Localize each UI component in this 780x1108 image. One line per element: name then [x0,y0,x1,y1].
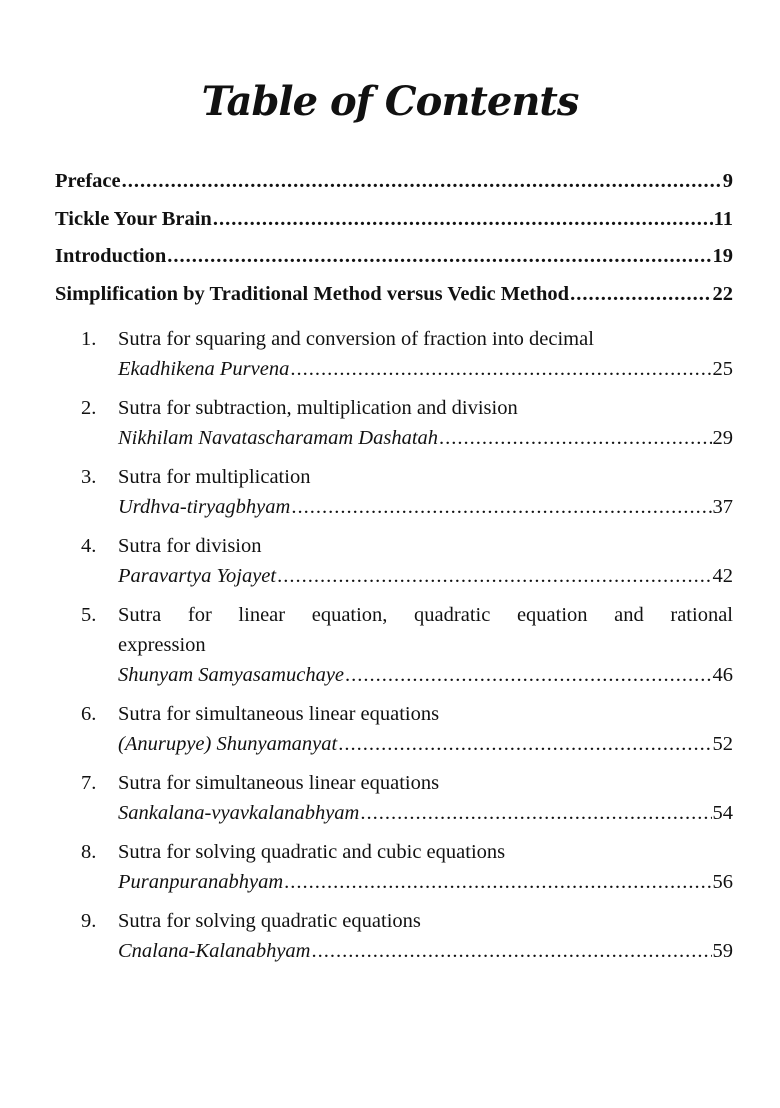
item-number: 5. [81,604,97,626]
toc-entry-preface[interactable] [55,166,733,204]
sutra-name: Puranpuranabhyam [118,871,284,893]
item-description: Sutra for squaring and conversion of fraction into decimal [118,328,594,350]
toc-entry-tickle-your-brain[interactable] [55,204,733,242]
item-description: Sutra for simultaneous linear equations [118,772,440,794]
dot-leader [345,660,711,690]
dot-leader [167,241,711,271]
item-description: Sutra for simultaneous linear equations [118,703,440,725]
sutra-name: Shunyam Samyasamuchaye [118,664,345,686]
sutra-name: Paravartya Yojayet [118,565,277,587]
entry-label: Introduction [55,245,167,267]
item-number: 9. [81,910,97,932]
toc-sutra-entry[interactable] [55,600,733,690]
dot-leader [277,561,711,591]
sutra-list [55,324,733,966]
dot-leader [570,279,711,309]
entry-page: 56 [712,871,733,893]
item-number: 7. [81,772,97,794]
entry-page: 25 [712,358,733,380]
dot-leader [122,166,722,196]
sutra-name: (Anurupye) Shunyamanyat [118,733,338,755]
toc-sutra-entry[interactable] [55,768,733,828]
sutra-name: Urdhva-tiryagbhyam [118,496,291,518]
sutra-name: Ekadhikena Purvena [118,358,290,380]
toc-sutra-entry[interactable] [55,324,733,384]
item-number: 4. [81,535,97,557]
table-of-contents [55,166,733,975]
sutra-name: Sankalana-vyavkalanabhyam [118,802,360,824]
item-description: Sutra for solving quadratic equations [118,910,421,932]
page-title: Table of Contents [201,78,579,125]
sutra-name: Nikhilam Navatascharamam Dashatah [118,427,439,449]
sutra-name: Cnalana-Kalanabhyam [118,940,311,962]
entry-page: 29 [712,427,733,449]
toc-sutra-entry[interactable] [55,393,733,453]
toc-sutra-entry[interactable] [55,906,733,966]
dot-leader [338,729,711,759]
dot-leader [284,867,711,897]
item-number: 1. [81,328,97,350]
dot-leader [291,492,711,522]
item-description: Sutra for linear equation, quadratic equation and rational [118,604,733,626]
entry-page: 54 [712,802,733,824]
toc-entry-simplification[interactable] [55,279,733,317]
dot-leader [360,798,711,828]
dot-leader [311,936,711,966]
entry-page: 42 [712,565,733,587]
item-number: 3. [81,466,97,488]
item-number: 8. [81,841,97,863]
entry-page: 59 [712,940,733,962]
item-description-continued: expression [118,634,206,656]
entry-label: Tickle Your Brain [55,207,212,230]
entry-page: 11 [713,207,733,230]
entry-page: 37 [712,496,733,518]
item-description: Sutra for subtraction, multiplication and division [118,397,518,419]
item-number: 6. [81,703,97,725]
dot-leader [213,204,713,234]
toc-sutra-entry[interactable] [55,837,733,897]
entry-label: Simplification by Traditional Method versus Vedic Method [55,282,570,305]
entry-page: 9 [722,170,733,192]
entry-page: 19 [712,245,733,267]
toc-sutra-entry[interactable] [55,531,733,591]
entry-page: 52 [712,733,733,755]
item-description: Sutra for division [118,535,262,557]
dot-leader [290,354,711,384]
entry-page: 22 [712,282,733,305]
toc-sutra-entry[interactable] [55,699,733,759]
toc-entry-introduction[interactable] [55,241,733,279]
item-description: Sutra for multiplication [118,466,311,488]
entry-page: 46 [712,664,733,686]
entry-label: Preface [55,170,121,192]
item-description: Sutra for solving quadratic and cubic equations [118,841,506,863]
dot-leader [439,423,711,453]
item-number: 2. [81,397,97,419]
toc-sutra-entry[interactable] [55,462,733,522]
